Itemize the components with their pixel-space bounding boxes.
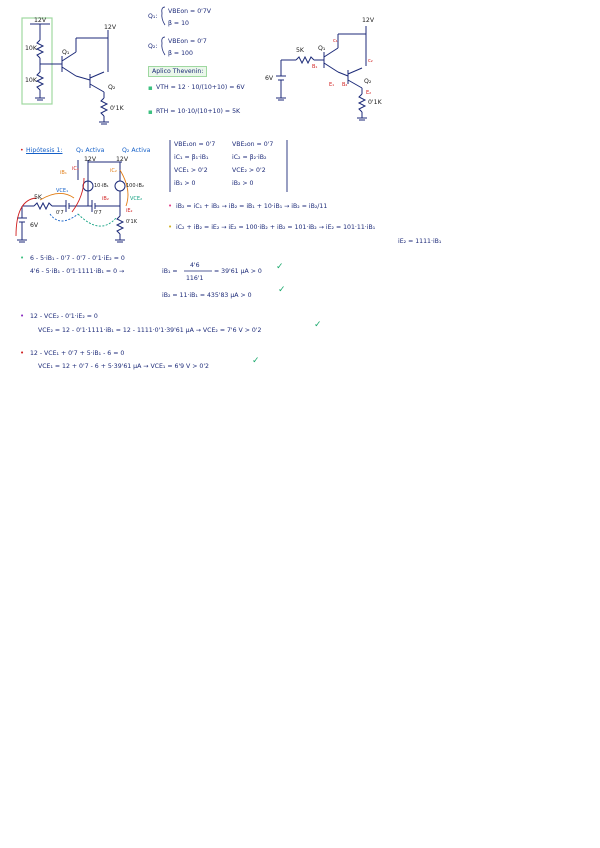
node-label: E₁ bbox=[329, 82, 335, 88]
thevenin-title: Aplico Thevenin: bbox=[148, 66, 207, 77]
vsource-label-2: 6V bbox=[265, 75, 274, 82]
supply-label-1: 12V bbox=[34, 17, 47, 24]
node-label: B₁ bbox=[312, 64, 318, 70]
equation-line: iC₂ + iB₂ = iE₂ → iE₂ = 100·iB₂ + iB₂ = 101·iB₂ → iE₂ = 101·11·iB₁ bbox=[176, 224, 376, 231]
node-label: B₂ bbox=[342, 82, 348, 88]
annotation: iC₂ bbox=[110, 168, 117, 174]
supply-label-3: 12V bbox=[84, 156, 97, 163]
bullet-icon: • bbox=[168, 223, 173, 231]
kvl1-frac-num: 4'6 bbox=[190, 262, 200, 269]
condition-item: VCE₁ > 0'2 bbox=[174, 167, 208, 174]
kvl2-line1: 12 - VCE₂ - 0'1·iE₂ = 0 bbox=[30, 313, 98, 320]
re-label-2: 0'1K bbox=[368, 99, 382, 106]
supply-label-2: 12V bbox=[362, 17, 375, 24]
rth-equation: RTH = 10·10/(10+10) = 5K bbox=[156, 108, 241, 115]
q2-tag: Q₂: bbox=[148, 43, 158, 50]
r-bottom-label: 10K bbox=[25, 77, 37, 84]
annotation: 0'7 bbox=[94, 210, 102, 216]
check-icon: ✓ bbox=[314, 320, 322, 330]
annotation: VCE₂ bbox=[130, 196, 143, 202]
check-icon: ✓ bbox=[276, 262, 284, 272]
annotation: iB₁ bbox=[60, 170, 67, 176]
q2-beta: β = 100 bbox=[168, 50, 193, 57]
vsource-label-3: 6V bbox=[30, 222, 39, 229]
q2-vbe: VBEon = 0'7 bbox=[168, 38, 207, 45]
re-label-3: 0'1K bbox=[126, 219, 138, 225]
kvl1-result-rhs: = 39'61 μA > 0 bbox=[214, 268, 262, 275]
bullet-icon: • bbox=[168, 202, 173, 210]
equation-line: iE₂ = 1111·iB₁ bbox=[398, 238, 442, 245]
rbase-label-3: 5K bbox=[34, 194, 42, 201]
bullet-icon: • bbox=[20, 312, 25, 320]
annotation: VCE₁ bbox=[56, 188, 69, 194]
kvl1-frac-den: 116'1 bbox=[186, 275, 204, 282]
supply-label-3b: 12V bbox=[116, 156, 129, 163]
condition-item: VBE₂on = 0'7 bbox=[232, 141, 274, 148]
condition-item: iC₁ = β₁·iB₁ bbox=[174, 154, 209, 161]
q1-tag: Q₁: bbox=[148, 13, 158, 20]
bullet-icon: • bbox=[20, 349, 25, 357]
hypothesis-bullet-icon: • bbox=[20, 147, 24, 154]
kvl1-result2: iB₂ = 11·iB₁ = 435'83 μA > 0 bbox=[162, 292, 252, 299]
annotation: iB₂ bbox=[102, 196, 109, 202]
q1-beta: β = 10 bbox=[168, 20, 189, 27]
annotation: 0'7 bbox=[56, 210, 64, 216]
q2-label-2: Q₂ bbox=[364, 78, 372, 85]
r-top-label: 10K bbox=[25, 45, 37, 52]
hypothesis-q2: Q₂ Activa bbox=[122, 147, 151, 154]
re-label: 0'1K bbox=[110, 105, 124, 112]
rbase-label-2: 5K bbox=[296, 47, 304, 54]
annotation: iC₁ bbox=[72, 166, 79, 172]
condition-item: VCE₂ > 0'2 bbox=[232, 167, 266, 174]
kvl1-line1: 6 - 5·iB₁ - 0'7 - 0'7 - 0'1·iE₂ = 0 bbox=[30, 255, 125, 262]
q1-label: Q₁ bbox=[62, 49, 70, 56]
bullet-icon: • bbox=[20, 254, 25, 262]
supply-label-1b: 12V bbox=[104, 24, 117, 31]
check-icon: ✓ bbox=[278, 285, 286, 295]
kvl3-line1: 12 - VCE₁ + 0'7 + 5·iB₁ - 6 = 0 bbox=[30, 350, 125, 357]
equation-line: iB₂ = iC₁ + iB₂ → iB₂ = iB₁ + 10·iB₁ → iB₂ = iB₂/11 bbox=[176, 203, 328, 210]
kvl2-line2: VCE₂ = 12 - 0'1·1111·iB₁ = 12 - 1111·0'1·39'61 μA → VCE₂ = 7'6 V > 0'2 bbox=[38, 327, 262, 334]
q1-label-2: Q₁ bbox=[318, 45, 326, 52]
condition-item: VBE₁on = 0'7 bbox=[174, 141, 216, 148]
kvl1-result-lhs: iB₁ = bbox=[162, 268, 178, 275]
q2-label: Q₂ bbox=[108, 84, 116, 91]
vth-equation: VTH = 12 · 10/(10+10) = 6V bbox=[156, 84, 245, 91]
hypothesis-q1: Q₁ Activa bbox=[76, 147, 105, 154]
q1-vbe: VBEon = 0'7V bbox=[168, 8, 212, 15]
bullet-icon: ▪ bbox=[148, 84, 153, 92]
kvl1-line2: 4'6 - 5·iB₁ - 0'1·1111·iB₁ = 0 → bbox=[30, 268, 125, 275]
node-label: c₂ bbox=[368, 58, 373, 64]
current-source-1: 10·iB₁ bbox=[94, 183, 109, 189]
condition-item: iC₂ = β₂·iB₂ bbox=[232, 154, 267, 161]
current-source-2: 100·iB₂ bbox=[126, 183, 144, 189]
condition-item: iB₁ > 0 bbox=[174, 180, 196, 187]
node-label: E₂ bbox=[366, 90, 372, 96]
bullet-icon: ▪ bbox=[148, 108, 153, 116]
node-label: c₁ bbox=[333, 38, 338, 44]
kvl3-line2: VCE₁ = 12 + 0'7 - 6 + 5·39'61 μA → VCE₁ = 6'9 V > 0'2 bbox=[38, 363, 209, 370]
condition-item: iB₂ > 0 bbox=[232, 180, 254, 187]
check-icon: ✓ bbox=[252, 356, 260, 366]
annotation: iE₂ bbox=[126, 208, 133, 214]
hypothesis-title: Hipótesis 1: bbox=[26, 147, 63, 154]
